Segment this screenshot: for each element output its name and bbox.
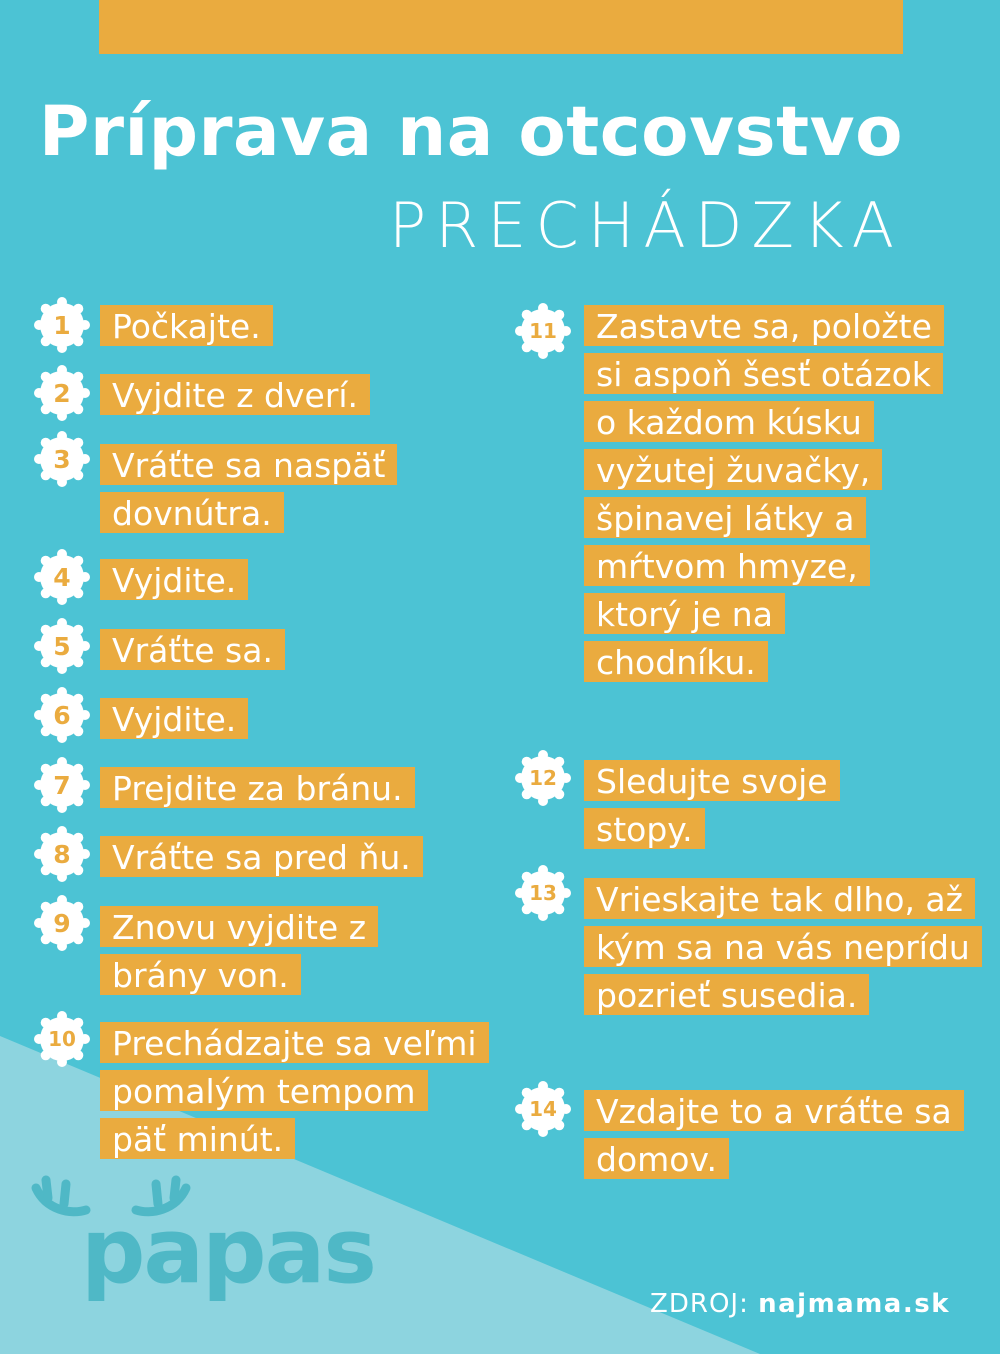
step-badge: 8 [33, 825, 91, 883]
papas-logo [26, 1170, 375, 1320]
step-badge: 4 [33, 548, 91, 606]
list-item: Vráťte sa naspäť dovnútra. [100, 442, 460, 538]
step-badge: 12 [514, 749, 572, 807]
step-badge: 13 [514, 864, 572, 922]
page-subtitle: PRECHÁDZKA [388, 189, 903, 262]
list-item: Vyjdite z dverí. [100, 372, 480, 420]
step-badge: 7 [33, 756, 91, 814]
list-item: Prechádzajte sa veľmi pomalým tempom päť minút. [100, 1020, 480, 1164]
step-badge: 11 [514, 302, 572, 360]
list-item: Prejdite za bránu. [100, 765, 480, 813]
source-name: najmama.sk [758, 1289, 950, 1319]
step-badge: 10 [33, 1010, 91, 1068]
step-badge: 5 [33, 617, 91, 675]
list-item: Zastavte sa, položte si aspoň šesť otázok o každom kúsku vyžutej žuvačky, špinavej látky a mŕtvom hmyze, ktorý je na chodníku. [584, 303, 944, 687]
list-item: Vyjdite. [100, 696, 480, 744]
step-badge: 2 [33, 364, 91, 422]
page-title: Príprava na otcovstvo [38, 92, 903, 172]
logo-text: papas [81, 1199, 375, 1304]
top-accent-bar [99, 0, 903, 54]
step-badge: 9 [33, 894, 91, 952]
list-item: Vráťte sa. [100, 627, 480, 675]
step-badge: 14 [514, 1080, 572, 1138]
list-item: Počkajte. [100, 303, 480, 351]
source-credit: ZDROJ: najmama.sk [650, 1289, 950, 1319]
list-item: Znovu vyjdite z brány von. [100, 904, 420, 1000]
step-badge: 3 [33, 430, 91, 488]
list-item: Vzdajte to a vráťte sa domov. [584, 1088, 964, 1184]
list-item: Vyjdite. [100, 557, 480, 605]
step-badge: 6 [33, 686, 91, 744]
list-item: Vráťte sa pred ňu. [100, 834, 480, 882]
list-item: Sledujte svoje stopy. [584, 758, 904, 854]
list-item: Vrieskajte tak dlho, až kým sa na vás neprídu pozrieť susedia. [584, 876, 974, 1020]
step-badge: 1 [33, 296, 91, 354]
